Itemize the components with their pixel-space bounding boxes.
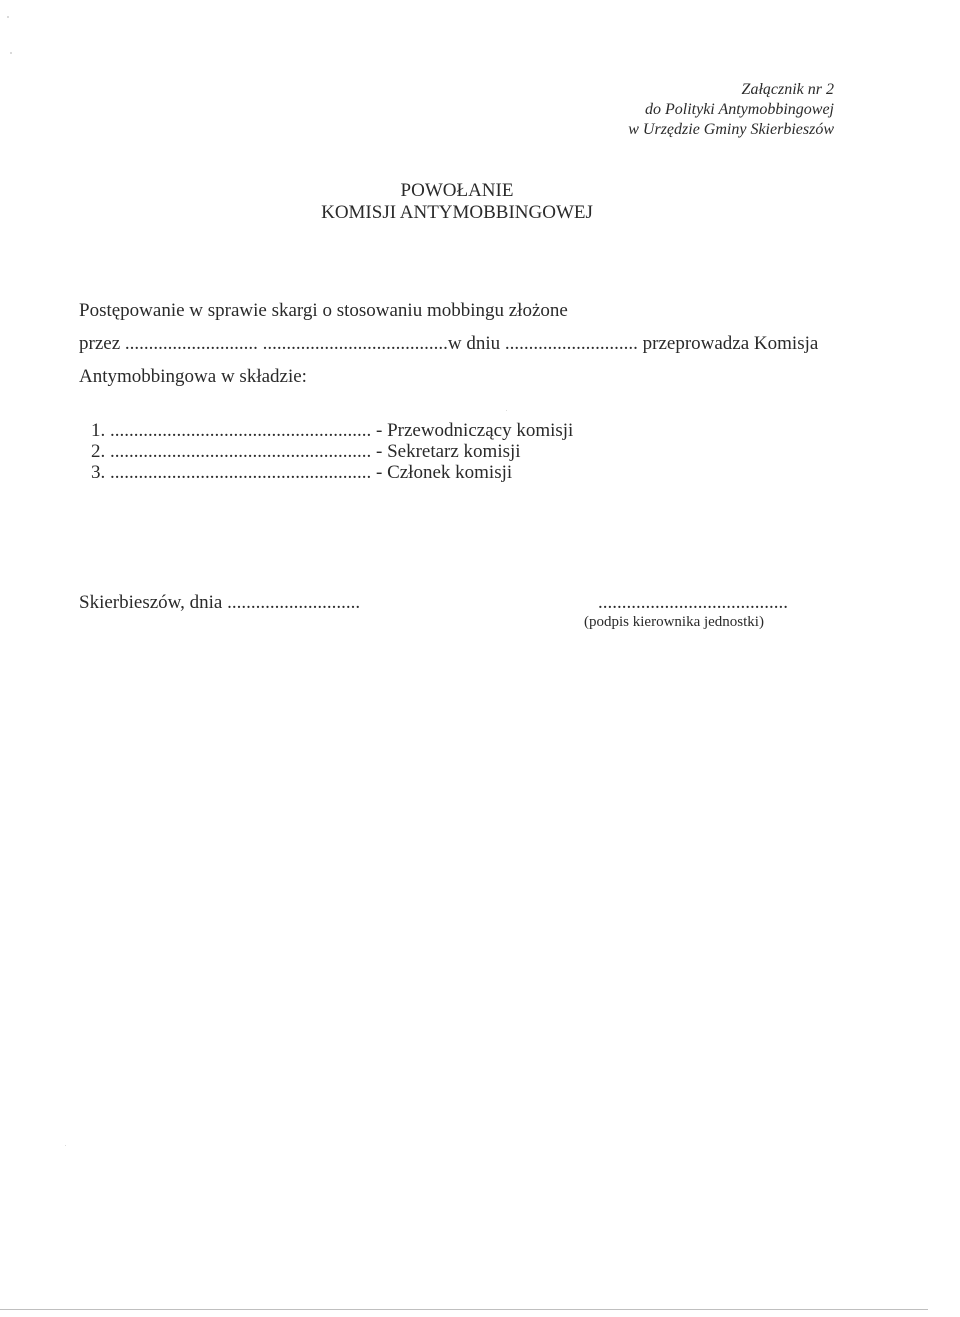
scan-speck — [7, 16, 9, 18]
signature-line: ........................................ — [598, 592, 788, 613]
document-title — [0, 180, 914, 224]
member-secretary: 2. ....................................................... - Sekretarz komisji — [91, 441, 521, 462]
body-line-3: Antymobbingowa w składzie: — [79, 366, 307, 387]
title-line-2: KOMISJI ANTYMOBBINGOWEJ — [321, 202, 593, 223]
scan-speck — [65, 1145, 66, 1146]
annex-policy: do Polityki Antymobbingowej — [644, 101, 834, 118]
annex-header — [628, 80, 834, 140]
signature-caption: (podpis kierownika jednostki) — [584, 614, 764, 630]
committee-members-list — [91, 420, 573, 483]
title-line-1: POWOŁANIE — [400, 180, 514, 201]
body-line-1: Postępowanie w sprawie skargi o stosowaniu mobbingu złożone — [79, 300, 568, 321]
annex-number: Załącznik nr 2 — [741, 81, 834, 98]
place-and-date: Skierbieszów, dnia ............................ — [79, 592, 361, 613]
scan-edge-line — [0, 1309, 928, 1310]
member-chair: 1. ....................................................... - Przewodniczący komisji — [91, 420, 574, 441]
signature-block — [560, 592, 788, 631]
member-member: 3. ....................................................... - Członek komisji — [91, 462, 513, 483]
annex-office: w Urzędzie Gminy Skierbieszów — [628, 121, 834, 138]
body-line-2: przez ............................ .......................................w dniu ............................ przeprowadza Komisja — [79, 333, 819, 354]
scan-speck — [506, 410, 507, 411]
scan-speck — [10, 52, 12, 54]
